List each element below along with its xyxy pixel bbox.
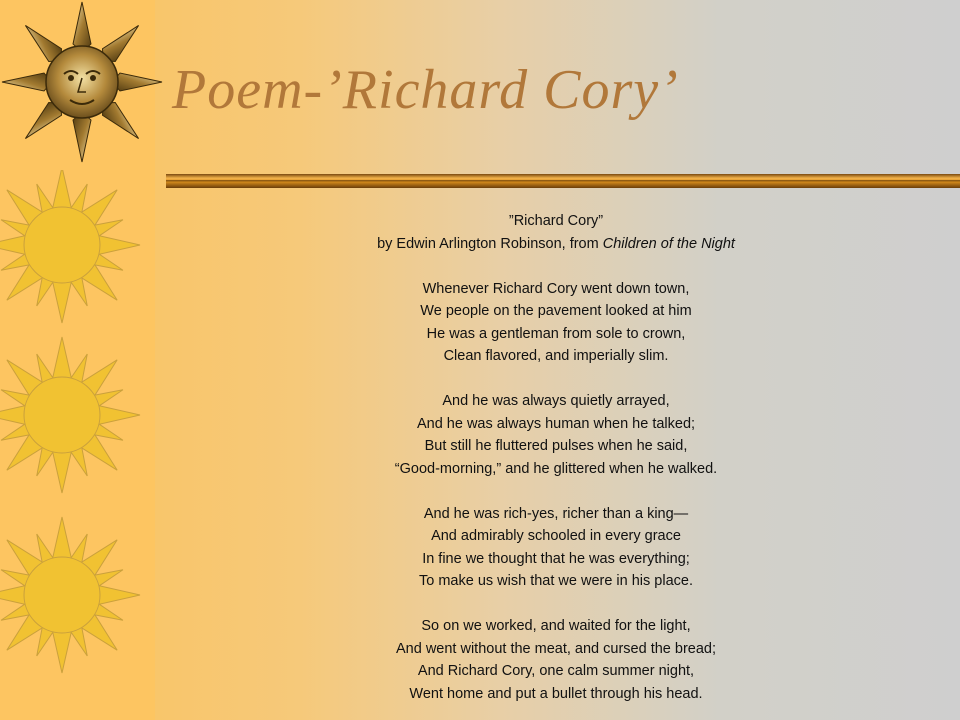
stanza-4-line-1: So on we worked, and waited for the light, [421, 618, 691, 634]
stanza-3-line-1: And he was rich-yes, richer than a king— [423, 505, 689, 522]
stanza-2-line-2: And he was always human when he talked; [416, 415, 696, 432]
stanza-4-line-4: Went home and put a bullet through his head. [409, 685, 703, 702]
slide-title: Poem-’Richard Cory’ [172, 59, 679, 121]
stanza-2-line-4: “Good-morning,” and he glittered when he walked. [394, 460, 718, 477]
stanza-4-line-3: And Richard Cory, one calm summer night, [417, 663, 695, 679]
stanza-3-line-4: To make us wish that we were in his place. [418, 573, 693, 589]
sun-icon [0, 170, 155, 720]
stanza-3-line-2: And admirably schooled in every grace [431, 528, 681, 544]
sun-face-icon [0, 0, 170, 170]
stanza-3-line-3: In fine we thought that he was everything; [422, 550, 690, 567]
stanza-2-line-1: And he was always quietly arrayed, [442, 393, 670, 409]
poem-byline [166, 233, 946, 256]
title-divider [166, 172, 960, 192]
stanza-1-line-3: He was a gentleman from sole to crown, [426, 325, 686, 342]
byline-prefix: by Edwin Arlington Robinson, from [377, 235, 603, 252]
stanza-4-line-2: And went without the meat, and cursed the bread; [395, 640, 716, 657]
stanza-1-line-4: Clean flavored, and imperially slim. [443, 348, 669, 364]
byline-source: Children of the Night [602, 235, 735, 252]
poem-body [166, 210, 946, 705]
poem-heading: ”Richard Cory” [508, 213, 604, 229]
stanza-1-line-2: We people on the pavement looked at him [420, 303, 692, 319]
stanza-1-line-1: Whenever Richard Cory went down town, [422, 280, 690, 297]
stanza-2-line-3: But still he fluttered pulses when he said, [424, 438, 688, 454]
